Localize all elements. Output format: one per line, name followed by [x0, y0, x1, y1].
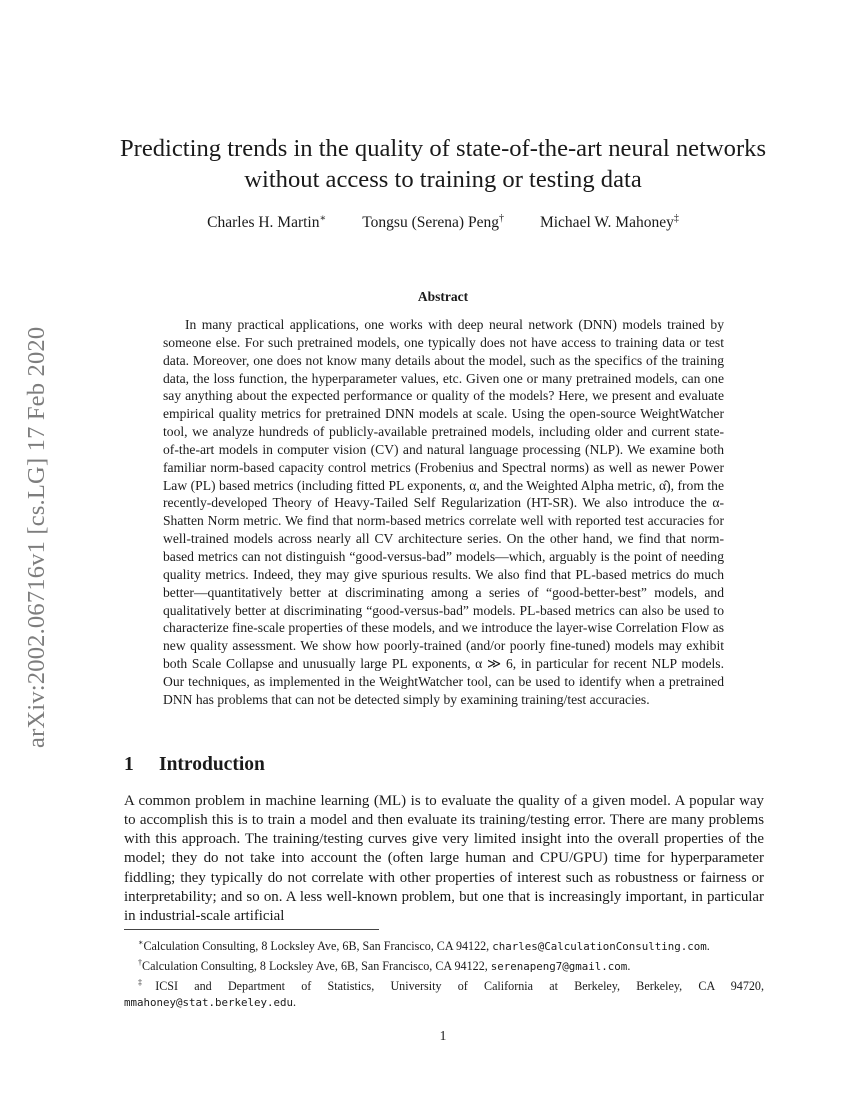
section-number: 1	[124, 754, 134, 775]
footnote	[124, 935, 764, 955]
paper-title: Predicting trends in the quality of state-of-the-art neural networks without access to training or testing data	[119, 135, 767, 193]
footnote	[124, 975, 764, 1011]
author-name: Michael W. Mahoney	[539, 214, 674, 232]
footnote-email: serenapeng7@gmail.com	[490, 960, 628, 974]
footnote	[124, 955, 764, 975]
footnote-text: Calculation Consulting, 8 Locksley Ave, 6B, San Francisco, CA 94122,	[143, 939, 493, 954]
arxiv-stamp: arXiv:2002.06716v1 [cs.LG] 17 Feb 2020	[23, 326, 50, 749]
footnote-text: Calculation Consulting, 8 Locksley Ave, 6B, San Francisco, CA 94122,	[142, 959, 491, 974]
author-mark: ∗	[319, 213, 327, 224]
abstract-text: In many practical applications, one works with deep neural network (DNN) models trained by someone else. For such pretrained models, one typically does not have access to training data or test data. Moreover, one does not know many details about the model, such as the specifics of the training data, the loss function, the hyperparameter values, etc. Given one or many pretrained models, can one say anything about the expected performance or quality of the models? Here, we present and evaluate empirical quality metrics for pretrained DNN models at scale. Using the open-source WeightWatcher tool, we analyze hundreds of publicly-available pretrained models, including older and current state-of-the-art models in computer vision (CV) and natural language processing (NLP). We examine both familiar norm-based capacity control metrics (Frobenius and Spectral norms) as well as newer Power Law (PL) based metrics (including fitted PL exponents, α, and the Weighted Alpha metric, α̂), from the recently-developed Theory of Heavy-Tailed Self Regularization (HT-SR). We also introduce the α-Shatten Norm metric. We find that norm-based metrics correlate well with reported test accuracies for well-trained models across nearly all CV architecture series. On the other hand, we find that norm-based metrics can not distinguish “good-versus-bad” models—which, arguably is the point of needing quality metrics. Indeed, they may give spurious results. We also find that PL-based metrics do much better—quantitatively better at discriminating among a series of “good-better-best” models, and qualitatively better at discriminating “good-versus-bad” models. PL-based metrics can also be used to characterize fine-scale properties of these models, and we introduce the layer-wise Correlation Flow as new quality assessment. We show how poorly-trained (and/or poorly fine-tuned) models may exhibit both Scale Collapse and unusually large PL exponents, α ≫ 6, in particular for recent NLP models. Our techniques, as implemented in the WeightWatcher tool, can be used to identify when a pretrained DNN has problems that can not be detected simply by examining training/test accuracies.	[163, 317, 724, 707]
footnote-mark: ‡	[138, 978, 156, 988]
author-mark: †	[498, 213, 504, 224]
abstract-heading: Abstract	[417, 289, 469, 304]
author-list	[120, 213, 766, 232]
author	[362, 213, 504, 232]
author-name: Charles H. Martin	[207, 214, 320, 232]
section-heading	[124, 754, 265, 776]
introduction-text: A common problem in machine learning (ML) is to evaluate the quality of a given model. A popular way to accomplish this is to train a model and then evaluate its training/testing error. There are many problems with this approach. The training/testing curves give very limited insight into the overall properties of the model; they do not take into account the (often large human and CPU/GPU) time for hyperparameter fiddling; they typically do not correlate with other properties of interest such as robustness or fairness or interpretability; and so on. A less well-known problem, but one that is increasingly important, in particular in industrial-scale artificial	[124, 793, 764, 924]
footnote-mark: †	[138, 958, 142, 968]
footnotes	[124, 935, 764, 1011]
page-number: 1	[439, 1028, 447, 1043]
author-mark: ‡	[673, 213, 679, 224]
footnote-end: .	[706, 939, 710, 954]
footnote-text: ICSI and Department of Statistics, University of California at Berkeley, Berkeley, CA 94720,	[155, 979, 764, 994]
section-title: Introduction	[159, 754, 265, 775]
footnote-email: mmahoney@stat.berkeley.edu	[124, 996, 294, 1010]
footnote-rule	[124, 929, 379, 930]
author-name: Tongsu (Serena) Peng	[362, 214, 499, 232]
footnote-end: .	[293, 995, 297, 1010]
author	[207, 213, 326, 232]
author	[540, 213, 679, 232]
footnote-mark: ∗	[138, 938, 144, 947]
footnote-end: .	[627, 959, 631, 974]
footnote-email: charles@CalculationConsulting.com	[492, 940, 707, 954]
